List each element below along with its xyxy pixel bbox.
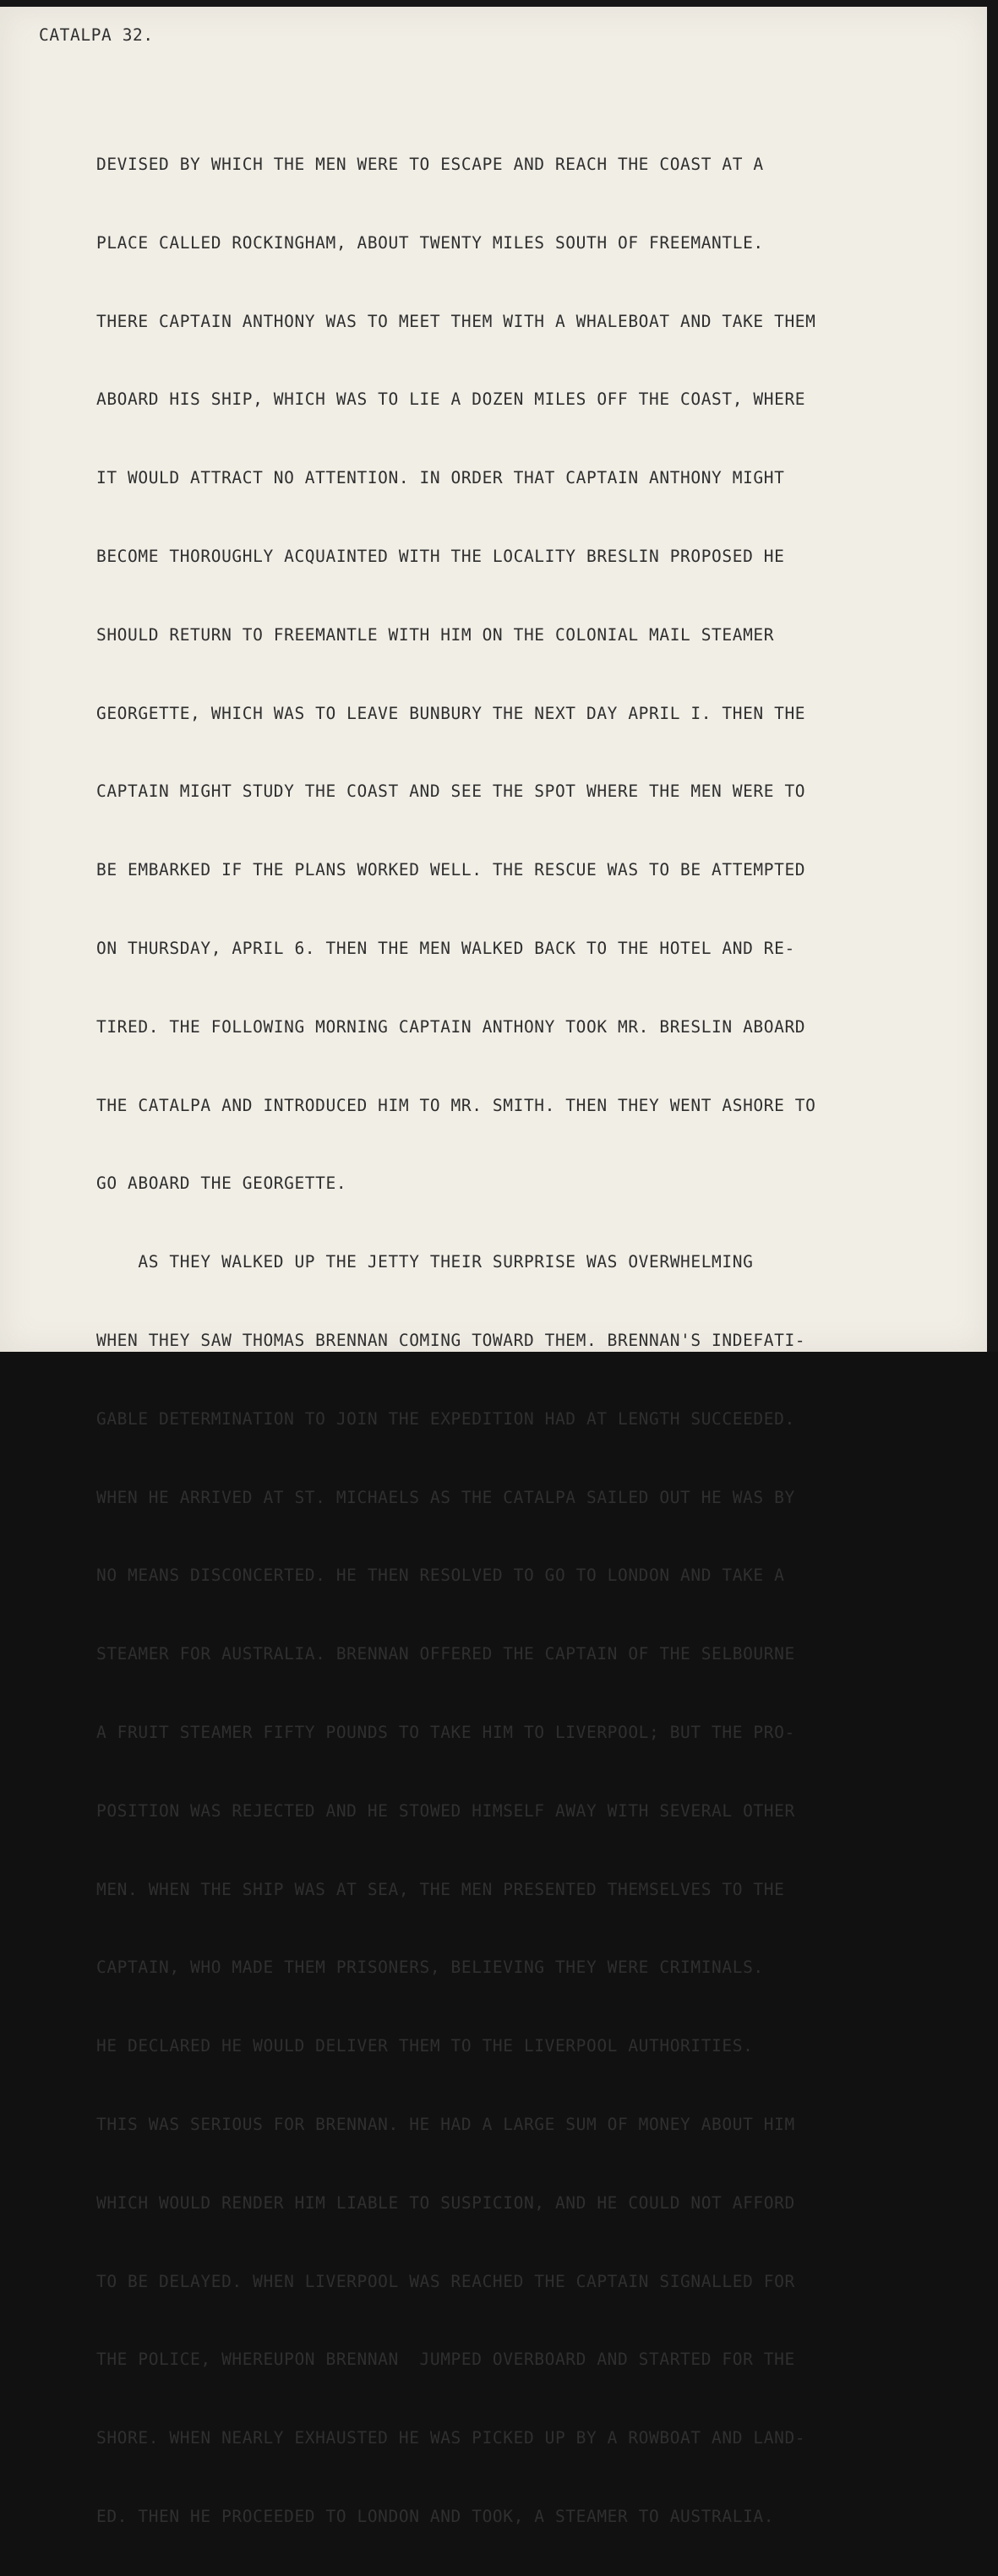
text-line: ON THURSDAY, APRIL 6. THEN THE MEN WALKED BACK TO THE HOTEL AND RE- (96, 938, 795, 958)
text-line: BECOME THOROUGHLY ACQUAINTED WITH THE LOCALITY BRESLIN PROPOSED HE (96, 546, 785, 566)
text-line: CAPTAIN MIGHT STUDY THE COAST AND SEE THE SPOT WHERE THE MEN WERE TO (96, 782, 806, 802)
text-line: PLACE CALLED ROCKINGHAM, ABOUT TWENTY MILES SOUTH OF FREEMANTLE. (96, 232, 764, 253)
text-line: SHOULD RETURN TO FREEMANTLE WITH HIM ON THE COLONIAL MAIL STEAMER (96, 624, 775, 645)
typed-page (0, 7, 987, 2526)
text-line: POSITION WAS REJECTED AND HE STOWED HIMSELF AWAY WITH SEVERAL OTHER (96, 1800, 795, 1821)
text-line: TIRED. THE FOLLOWING MORNING CAPTAIN ANTHONY TOOK MR. BRESLIN ABOARD (96, 1016, 806, 1037)
text-line: GABLE DETERMINATION TO JOIN THE EXPEDITION HAD AT LENGTH SUCCEEDED. (96, 1408, 795, 1429)
text-line: THIS WAS SERIOUS FOR BRENNAN. HE HAD A LARGE SUM OF MONEY ABOUT HIM (96, 2114, 795, 2134)
text-line: WHEN THEY SAW THOMAS BRENNAN COMING TOWARD THEM. BRENNAN'S INDEFATI- (96, 1330, 806, 1350)
text-line: HE DECLARED HE WOULD DELIVER THEM TO THE LIVERPOOL AUTHORITIES. (96, 2036, 754, 2056)
text-line: WHICH WOULD RENDER HIM LIABLE TO SUSPICION, AND HE COULD NOT AFFORD (96, 2192, 795, 2213)
text-line: GO ABOARD THE GEORGETTE. (96, 1174, 347, 1194)
text-line: THE CATALPA AND INTRODUCED HIM TO MR. SMITH. THEN THEY WENT ASHORE TO (96, 1095, 816, 1115)
scan-border-top (0, 0, 998, 7)
text-line: CAPTAIN, WHO MADE THEM PRISONERS, BELIEVING THEY WERE CRIMINALS. (96, 1958, 764, 1978)
text-line: AS THEY WALKED UP THE JETTY THEIR SURPRISE WAS OVERWHELMING (96, 1252, 754, 1272)
text-line: MEN. WHEN THE SHIP WAS AT SEA, THE MEN PRESENTED THEMSELVES TO THE (96, 1879, 785, 1899)
text-line: THE POLICE, WHEREUPON BRENNAN JUMPED OVERBOARD AND STARTED FOR THE (96, 2350, 795, 2370)
text-line: SHORE. WHEN NEARLY EXHAUSTED HE WAS PICKED UP BY A ROWBOAT AND LAND- (96, 2428, 806, 2448)
text-line: DEVISED BY WHICH THE MEN WERE TO ESCAPE AND REACH THE COAST AT A (96, 155, 764, 174)
text-line: WHEN HE ARRIVED AT ST. MICHAELS AS THE CATALPA SAILED OUT HE WAS BY (96, 1487, 795, 1507)
text-line: GEORGETTE, WHICH WAS TO LEAVE BUNBURY THE NEXT DAY APRIL I. THEN THE (96, 703, 806, 723)
text-line: ED. THEN HE PROCEEDED TO LONDON AND TOOK, A STEAMER TO AUSTRALIA. (96, 2506, 775, 2526)
text-line: THERE CAPTAIN ANTHONY WAS TO MEET THEM WITH A WHALEBOAT AND TAKE THEM (96, 311, 816, 331)
text-line: A FRUIT STEAMER FIFTY POUNDS TO TAKE HIM TO LIVERPOOL; BUT THE PRO- (96, 1722, 795, 1742)
page-body (96, 106, 815, 2576)
text-line: NO MEANS DISCONCERTED. HE THEN RESOLVED TO GO TO LONDON AND TAKE A (96, 1566, 785, 1586)
text-line: IT WOULD ATTRACT NO ATTENTION. IN ORDER THAT CAPTAIN ANTHONY MIGHT (96, 468, 785, 488)
scan-border-right (987, 0, 998, 1352)
text-line: ABOARD HIS SHIP, WHICH WAS TO LIE A DOZEN MILES OFF THE COAST, WHERE (96, 389, 806, 410)
text-line: STEAMER FOR AUSTRALIA. BRENNAN OFFERED THE CAPTAIN OF THE SELBOURNE (96, 1644, 795, 1664)
text-line: BE EMBARKED IF THE PLANS WORKED WELL. THE RESCUE WAS TO BE ATTEMPTED (96, 860, 806, 880)
text-line: TO BE DELAYED. WHEN LIVERPOOL WAS REACHED THE CAPTAIN SIGNALLED FOR (96, 2271, 795, 2291)
page-header: CATALPA 32. (39, 25, 154, 45)
